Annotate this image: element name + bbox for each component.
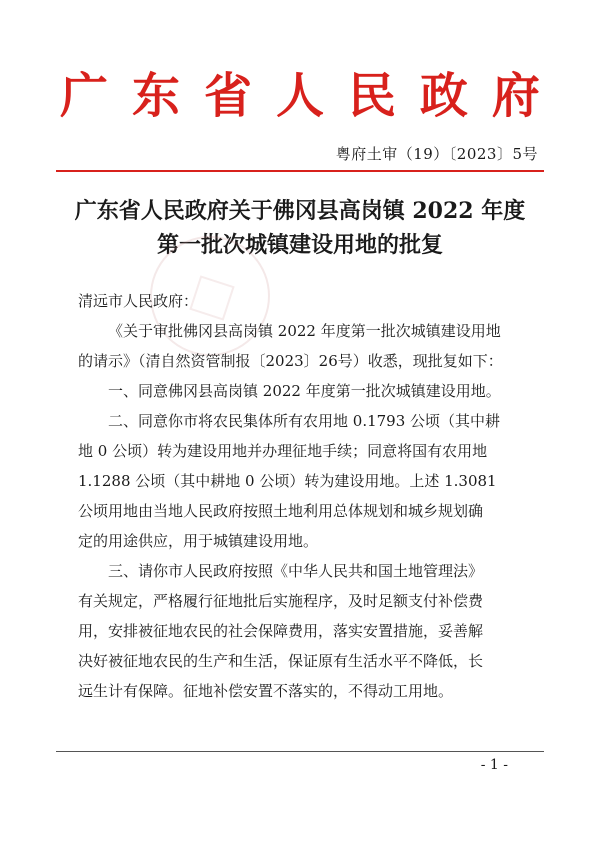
title-line-2: 第一批次城镇建设用地的批复 — [156, 232, 443, 258]
masthead-char: 东 — [131, 68, 180, 124]
masthead-char: 人 — [275, 68, 324, 124]
document-number: 粤府土审（19）〔2023〕5号 — [335, 145, 538, 163]
body-line: 公顷用地由当地人民政府按照土地利用总体规划和城乡规划确 — [78, 502, 484, 520]
title-line-1: 广东省人民政府关于佛冈县高岗镇 2022 年度 — [74, 198, 526, 224]
body-line: 一、同意佛冈县高岗镇 2022 年度第一批次城镇建设用地。 — [108, 382, 501, 400]
body-line: 远生计有保障。征地补偿安置不落实的，不得动工用地。 — [78, 682, 454, 700]
body-line: 二、同意你市将农民集体所有农用地 0.1793 公顷（其中耕 — [108, 412, 501, 430]
body-line: 有关规定，严格履行征地批后实施程序，及时足额支付补偿费 — [78, 592, 484, 610]
masthead-char: 民 — [347, 68, 396, 124]
masthead-char: 政 — [419, 68, 468, 124]
body-line: 决好被征地农民的生产和生活，保证原有生活水平不降低，长 — [78, 652, 484, 670]
body-line: 三、请你市人民政府按照《中华人民共和国土地管理法》 — [108, 562, 484, 580]
masthead-char: 府 — [491, 68, 540, 124]
body-line: 1.1288 公顷（其中耕地 0 公顷）转为建设用地。上述 1.3081 — [78, 472, 497, 490]
masthead-char: 省 — [203, 68, 252, 124]
body-line: 《关于审批佛冈县高岗镇 2022 年度第一批次城镇建设用地 — [108, 322, 501, 340]
page-number: - 1 - — [480, 757, 508, 773]
document-title — [40, 194, 560, 262]
red-divider — [56, 170, 544, 172]
masthead — [60, 58, 540, 134]
masthead-char: 广 — [60, 68, 109, 124]
footer-divider — [56, 751, 544, 752]
addressee: 清远市人民政府： — [78, 292, 199, 310]
document-body — [78, 286, 526, 706]
body-line: 定的用途供应，用于城镇建设用地。 — [78, 532, 319, 550]
body-line: 的请示》（清自然资管制报〔2023〕26号）收悉，现批复如下： — [78, 352, 503, 370]
body-line: 地 0 公顷）转为建设用地并办理征地手续；同意将国有农用地 — [78, 442, 488, 460]
body-line: 用，安排被征地农民的社会保障费用，落实安置措施，妥善解 — [78, 622, 484, 640]
